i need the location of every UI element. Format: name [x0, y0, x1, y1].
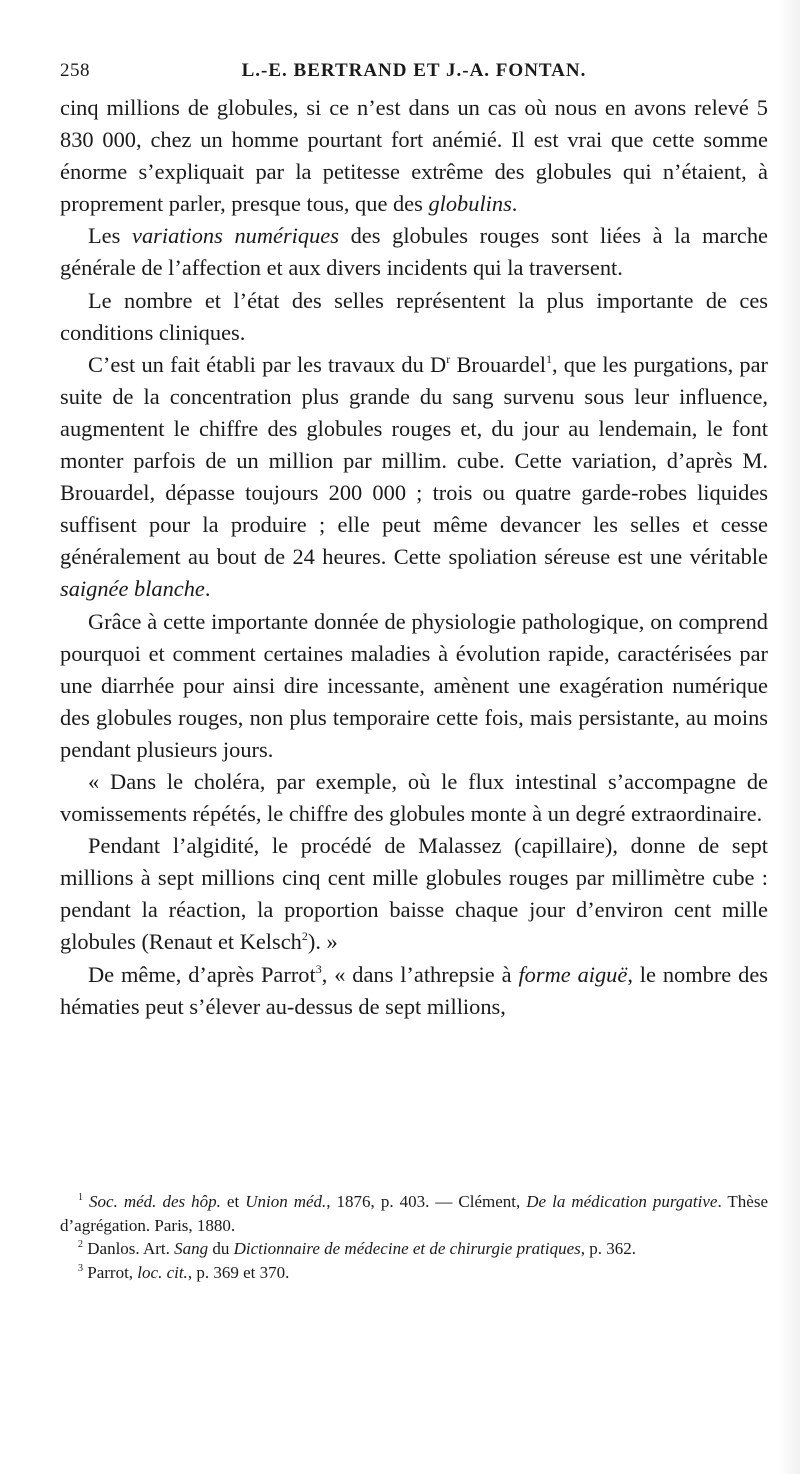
- paragraph: [60, 285, 768, 349]
- page-header: [60, 60, 768, 86]
- footnotes: [60, 1190, 768, 1284]
- text-run: , 1876, p. 403. — Clément,: [326, 1192, 527, 1211]
- text-run: Brouardel: [450, 351, 546, 377]
- text-run: , p. 369 et 370.: [187, 1262, 290, 1282]
- paragraph: [60, 92, 768, 220]
- page-edge-shadow: [778, 0, 800, 1474]
- superscript: 3: [78, 1262, 83, 1274]
- text-run: du: [208, 1239, 234, 1258]
- paragraph: [60, 959, 768, 1023]
- superscript: r: [446, 351, 451, 366]
- paragraph: [60, 766, 768, 830]
- superscript: 2: [78, 1239, 83, 1250]
- text-run: , p. 362.: [580, 1239, 637, 1258]
- italic-text: variations numériques: [132, 223, 339, 249]
- paragraph: [60, 830, 768, 958]
- running-title: L.-E. BERTRAND ET J.-A. FONTAN.: [241, 60, 587, 81]
- italic-text: Union méd.: [245, 1192, 327, 1211]
- text-run: Pendant l’algidité, le procédé de Malassez (capillaire), donne de sept millions à sept millions cinq cent mille globules rouges par millimètre cube : pendant la réaction, la proportion baisse chaque jour d’environ cent mille globules (Renaut et Kelsch: [60, 833, 768, 955]
- superscript: 1: [545, 351, 552, 366]
- text-run: , « dans l’athrepsie à: [321, 961, 519, 987]
- text-run: Parrot,: [83, 1262, 138, 1282]
- footnote: [60, 1190, 768, 1237]
- text-run: .: [511, 191, 518, 217]
- text-run: De même, d’après Parrot: [88, 961, 316, 987]
- main-text: [60, 92, 768, 1023]
- paragraph: [60, 606, 768, 766]
- text-run: « Dans le choléra, par exemple, où le flux intestinal s’accompagne de vomissements répétés, le chiffre des globules monte à un degré extraordinaire.: [60, 768, 768, 827]
- paragraph: [60, 349, 768, 606]
- italic-text: Dictionnaire de médecine et de chirurgie pratiques: [233, 1239, 581, 1258]
- superscript: 2: [301, 929, 308, 944]
- text-run: ). »: [307, 929, 338, 955]
- text-run: Grâce à cette importante donnée de physiologie pathologique, on comprend pourquoi et comment certaines maladies à évolution rapide, caractérisées par une diarrhée pour ainsi dire incessante, amènent une exagération numérique des globules rouges, non plus temporaire cette fois, mais persistante, au moins pendant plusieurs jours.: [60, 608, 768, 762]
- superscript: 3: [315, 961, 322, 976]
- italic-text: Soc. méd. des hôp.: [89, 1192, 221, 1211]
- italic-text: loc. cit.: [137, 1262, 188, 1282]
- page-number: 258: [60, 60, 90, 81]
- text-run: .: [204, 576, 211, 602]
- text-run: . Thèse d’agrégation. Paris, 1880.: [60, 1192, 768, 1235]
- text-run: cinq millions de globules, si ce n’est dans un cas où nous en avons relevé 5 830 000, chez un homme pourtant fort anémié. Il est vrai que cette somme énorme s’expliquait par la petitesse extrême des globules qui n’étaient, à proprement parler, presque tous, que des: [60, 95, 768, 217]
- text-run: Danlos. Art.: [83, 1239, 175, 1258]
- footnote: [60, 1237, 768, 1261]
- italic-text: saignée blanche: [60, 576, 205, 602]
- footnote: [60, 1261, 768, 1285]
- text-run: C’est un fait établi par les travaux du D: [88, 351, 447, 377]
- text-run: et: [220, 1192, 246, 1211]
- italic-text: forme aiguë: [518, 961, 628, 987]
- paragraph: [60, 220, 768, 284]
- italic-text: Sang: [174, 1239, 209, 1258]
- text-run: , le nombre des hématies peut s’élever au-dessus de sept millions,: [60, 961, 768, 1019]
- italic-text: globulins: [428, 191, 512, 217]
- text-run: Les: [88, 223, 132, 249]
- italic-text: De la médication purgative: [526, 1192, 718, 1211]
- superscript: 1: [78, 1192, 83, 1203]
- text-run: Le nombre et l’état des selles représentent la plus importante de ces conditions cliniques.: [60, 287, 768, 345]
- text-run: des globules rouges sont liées à la marche générale de l’affection et aux divers incidents qui la traversent.: [60, 223, 768, 281]
- text-run: , que les purgations, par suite de la concentration plus grande du sang survenu sous leur influence, augmentent le chiffre des globules rouges et, du jour au lendemain, le font monter parfois de un million par millim. cube. Cette variation, d’après M. Brouardel, dépasse toujours 200 000 ; trois ou quatre garde-robes liquides suffisent pour la produire ; elle peut même devancer les selles et cesse généralement au bout de 24 heures. Cette spoliation séreuse est une véritable: [60, 351, 769, 570]
